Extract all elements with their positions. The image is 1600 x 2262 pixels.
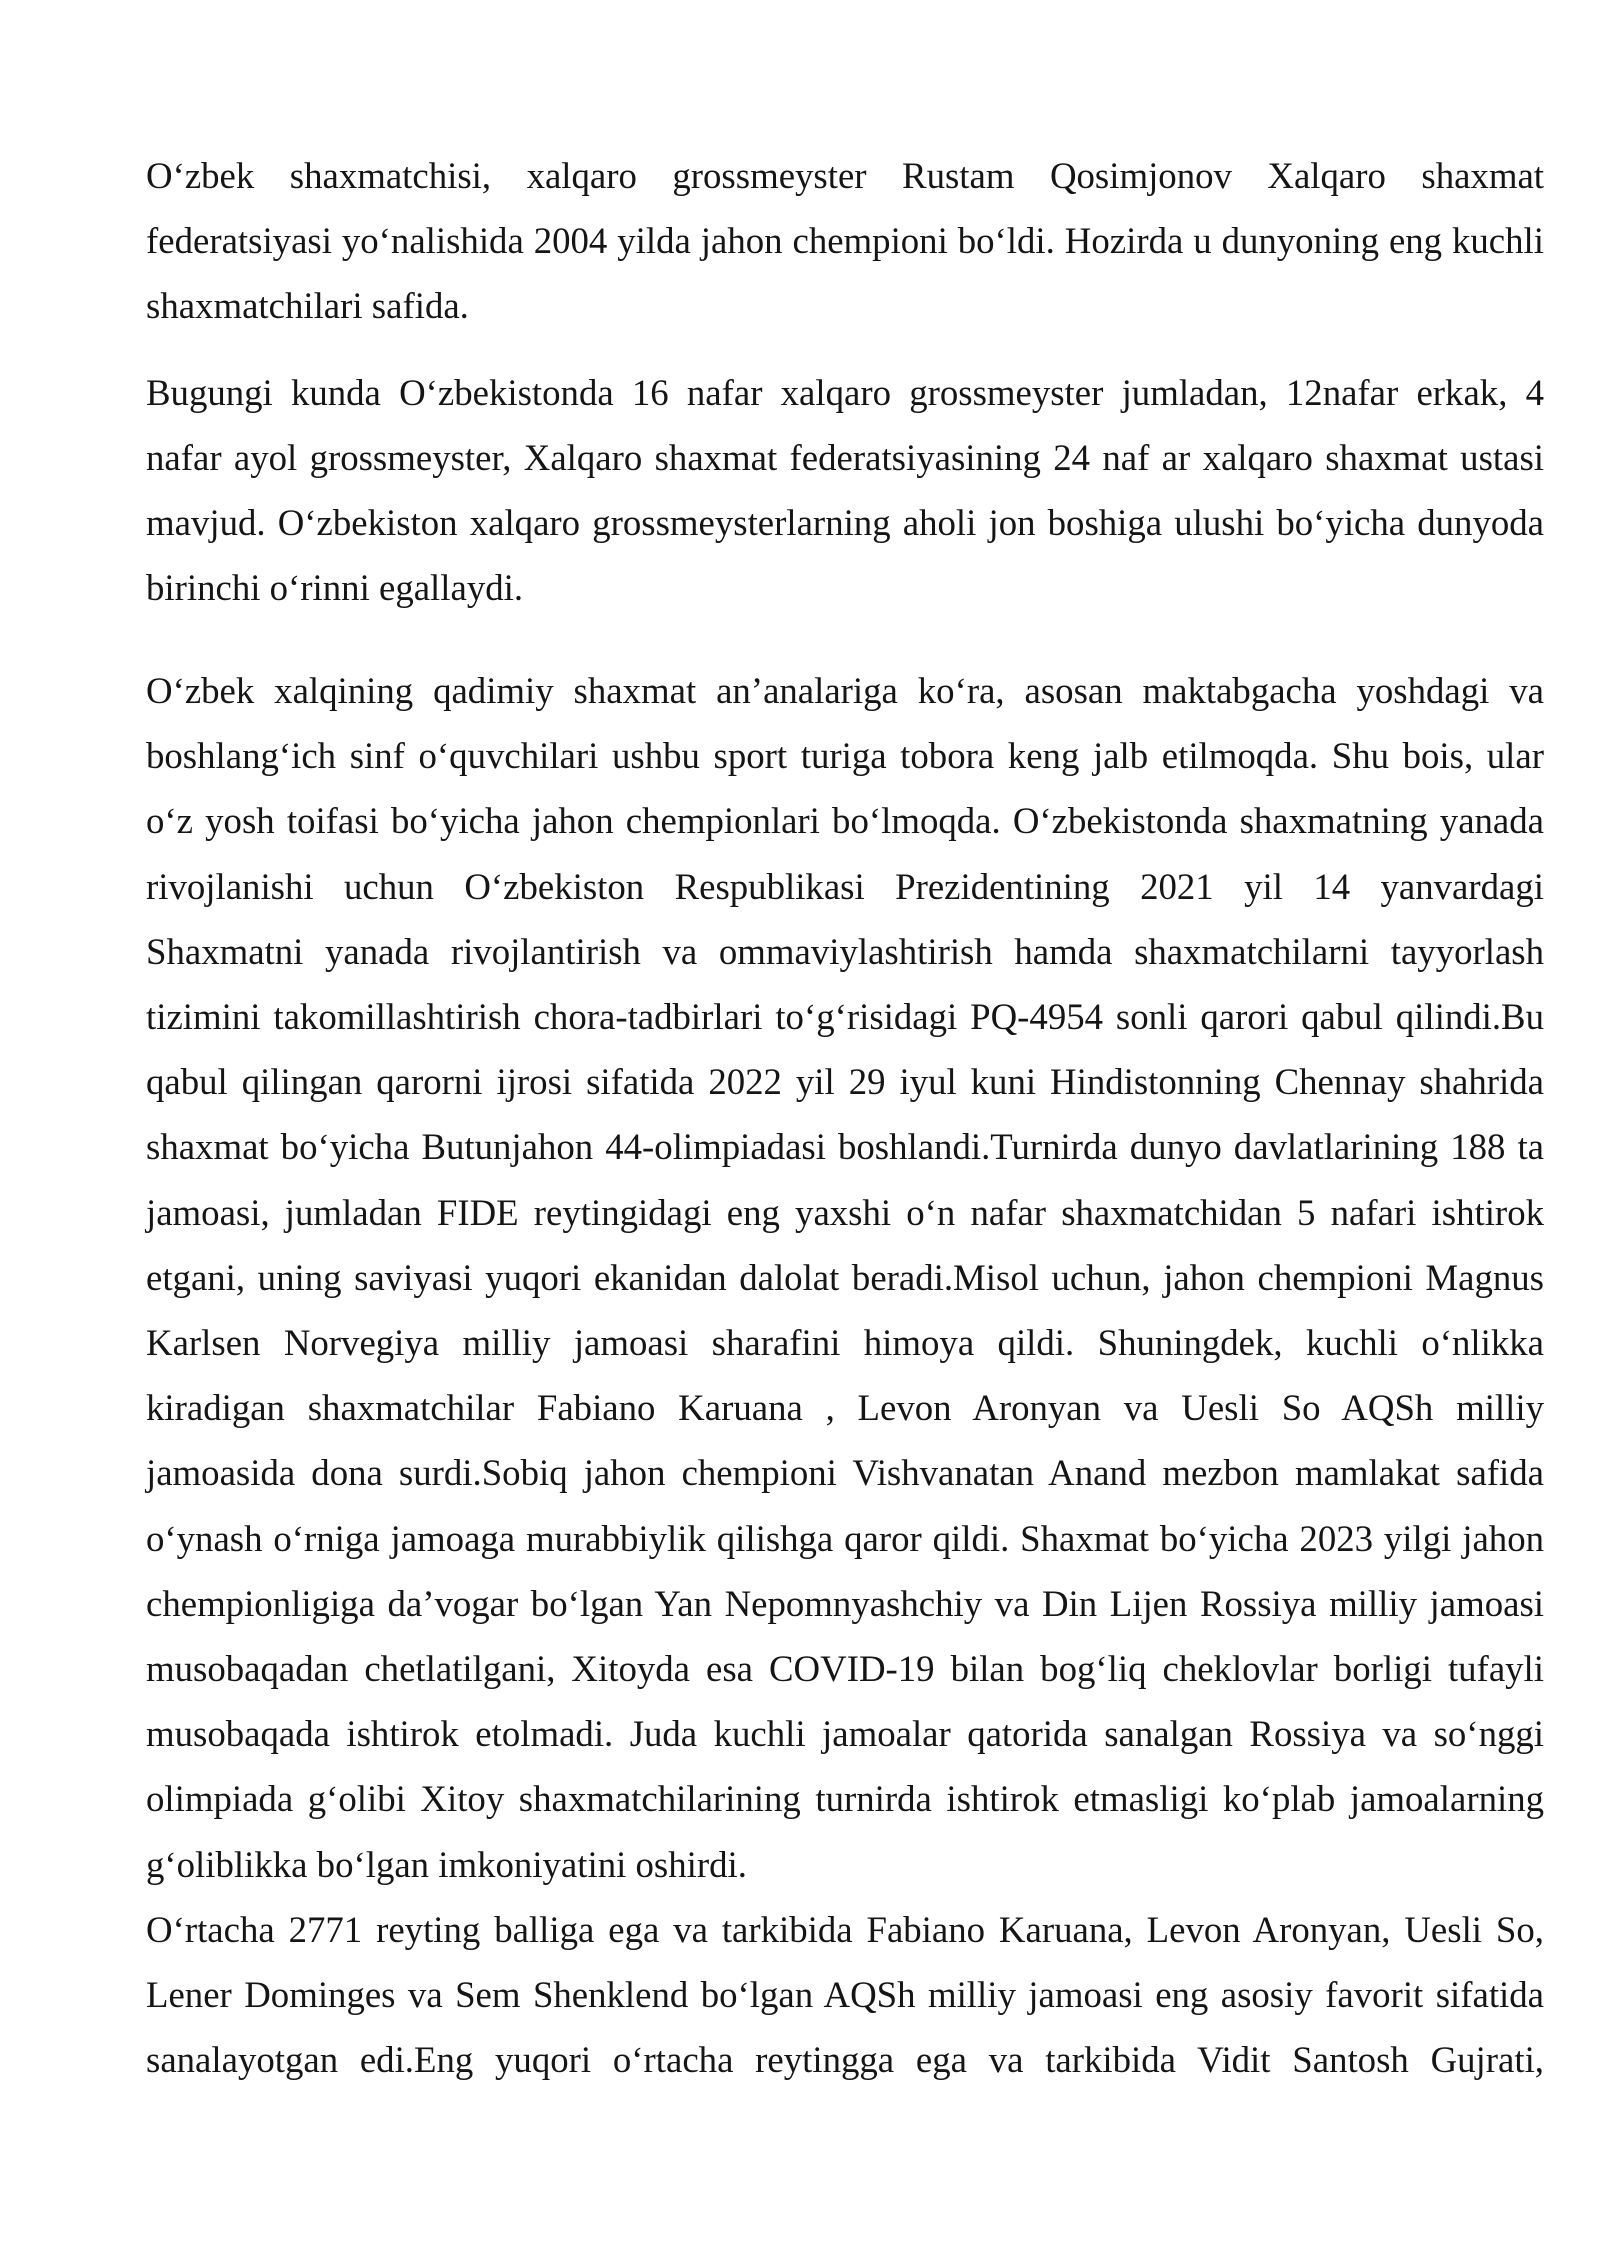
paragraph-line: shaxmat bo‘yicha Butunjahon 44-olimpiadasi boshlandi.Turnirda dunyo davlatlarining 188 ta (146, 1126, 1544, 1167)
paragraph-line: olimpiada g‘olibi Xitoy shaxmatchilarining turnirda ishtirok etmasligi ko‘plab jamoalarning (146, 1778, 1544, 1819)
paragraph-line: kiradigan shaxmatchilar Fabiano Karuana , Levon Aronyan va Uesli So AQSh milliy (146, 1387, 1544, 1428)
paragraph-line: O‘rtacha 2771 reyting balliga ega va tarkibida Fabiano Karuana, Levon Aronyan, Uesli So, (146, 1909, 1544, 1950)
paragraph-line: federatsiyasi yo‘nalishida 2004 yilda jahon chempioni bo‘ldi. Hozirda u dunyoning eng kuchli (146, 220, 1544, 261)
paragraph-line: Lener Dominges va Sem Shenklend bo‘lgan AQSh milliy jamoasi eng asosiy favorit sifatida (146, 1974, 1544, 2015)
paragraph-line: sanalayotgan edi.Eng yuqori o‘rtacha reytingga ega va tarkibida Vidit Santosh Gujrati, (146, 2039, 1544, 2080)
paragraph-line: boshlang‘ich sinf o‘quvchilari ushbu sport turiga tobora keng jalb etilmoqda. Shu bois, ular (146, 735, 1544, 776)
paragraph-line: o‘z yosh toifasi bo‘yicha jahon chempionlari bo‘lmoqda. O‘zbekistonda shaxmatning yanada (146, 800, 1544, 841)
paragraph-line: jamoasida dona surdi.Sobiq jahon chempioni Vishvanatan Anand mezbon mamlakat safida (146, 1452, 1544, 1493)
paragraph-line: O‘zbek shaxmatchisi, xalqaro grossmeyster Rustam Qosimjonov Xalqaro shaxmat (146, 155, 1544, 196)
paragraph-line: etgani, uning saviyasi yuqori ekanidan dalolat beradi.Misol uchun, jahon chempioni Magnus (146, 1257, 1544, 1298)
paragraph-line: chempionligiga da’vogar bo‘lgan Yan Nepomnyashchiy va Din Lijen Rossiya milliy jamoasi (146, 1583, 1544, 1624)
paragraph-line: musobaqada ishtirok etolmadi. Juda kuchli jamoalar qatorida sanalgan Rossiya va so‘nggi (146, 1713, 1544, 1754)
paragraph-line: nafar ayol grossmeyster, Xalqaro shaxmat federatsiyasining 24 naf ar xalqaro shaxmat ustasi (146, 437, 1544, 478)
paragraph-line: jamoasi, jumladan FIDE reytingidagi eng yaxshi o‘n nafar shaxmatchidan 5 nafari ishtirok (146, 1192, 1544, 1233)
paragraph-line: g‘oliblikka bo‘lgan imkoniyatini oshirdi. (146, 1844, 747, 1885)
paragraph-line: rivojlanishi uchun O‘zbekiston Respublikasi Prezidentining 2021 yil 14 yanvardagi (146, 866, 1544, 907)
paragraph-line: O‘zbek xalqining qadimiy shaxmat an’analariga ko‘ra, asosan maktabgacha yoshdagi va (146, 670, 1544, 711)
paragraph-line: mavjud. O‘zbekiston xalqaro grossmeysterlarning aholi jon boshiga ulushi bo‘yicha dunyoda (146, 502, 1544, 543)
paragraph-line: Shaxmatni yanada rivojlantirish va ommaviylashtirish hamda shaxmatchilarni tayyorlash (146, 931, 1544, 972)
paragraph-line: tizimini takomillashtirish chora-tadbirlari to‘g‘risidagi PQ-4954 sonli qarori qabul qilindi.Bu (146, 996, 1544, 1037)
paragraph-line: qabul qilingan qarorni ijrosi sifatida 2022 yil 29 iyul kuni Hindistonning Chennay shahrida (146, 1061, 1544, 1102)
paragraph-line: musobaqadan chetlatilgani, Xitoyda esa COVID-19 bilan bog‘liq cheklovlar borligi tufayli (146, 1648, 1544, 1689)
paragraph-line: Karlsen Norvegiya milliy jamoasi sharafini himoya qildi. Shuningdek, kuchli o‘nlikka (146, 1322, 1544, 1363)
paragraph-line: birinchi o‘rinni egallaydi. (146, 567, 524, 608)
paragraph-line: o‘ynash o‘rniga jamoaga murabbiylik qilishga qaror qildi. Shaxmat bo‘yicha 2023 yilgi jahon (146, 1518, 1544, 1559)
paragraph-line: Bugungi kunda O‘zbekistonda 16 nafar xalqaro grossmeyster jumladan, 12nafar erkak, 4 (146, 372, 1544, 413)
paragraph-line: shaxmatchilari safida. (146, 285, 469, 326)
